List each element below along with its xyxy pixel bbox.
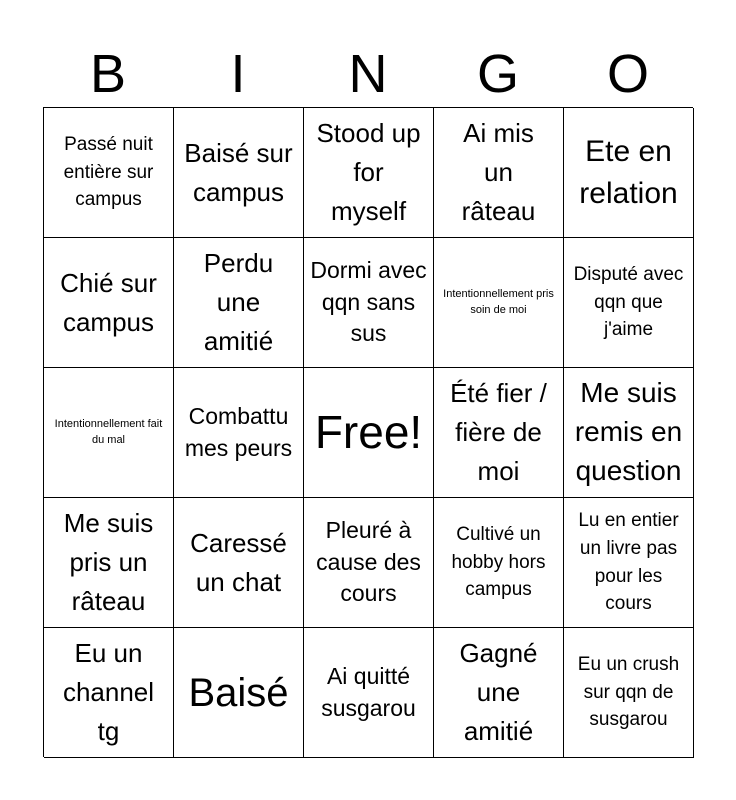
bingo-cell[interactable]: [434, 368, 564, 498]
bingo-cell[interactable]: [564, 108, 694, 238]
cell-label: Ai mis un râteau: [461, 118, 536, 226]
cell-label: Intentionnellement fait du mal: [54, 417, 163, 446]
cell-label: Été fier / fière de moi: [450, 378, 547, 486]
cell-label: Passé nuit entière sur campus: [63, 134, 154, 211]
header-letter-o: O: [606, 44, 649, 104]
bingo-cell[interactable]: [304, 498, 434, 628]
bingo-cell[interactable]: [564, 238, 694, 368]
bingo-cell[interactable]: [434, 498, 564, 628]
bingo-cell[interactable]: [44, 368, 174, 498]
cell-label: Eu un channel tg: [62, 638, 155, 746]
bingo-cell[interactable]: [44, 238, 174, 368]
header-letter-g: G: [476, 44, 519, 104]
bingo-cell[interactable]: [434, 108, 564, 238]
cell-label: Baisé: [188, 670, 289, 715]
cell-label: Cultivé un hobby hors campus: [451, 524, 546, 601]
cell-label: Disputé avec qqn que j'aime: [573, 264, 684, 341]
cell-label: Lu en entier un livre pas pour les cours: [578, 510, 679, 615]
bingo-cell[interactable]: [564, 498, 694, 628]
header-letter-b: B: [89, 44, 127, 104]
cell-label: Baisé sur campus: [184, 137, 293, 207]
bingo-grid: [43, 107, 693, 757]
bingo-cell[interactable]: [174, 628, 304, 758]
bingo-cell[interactable]: [44, 108, 174, 238]
cell-label: Perdu une amitié: [203, 248, 274, 356]
bingo-cell[interactable]: [434, 238, 564, 368]
free-space-cell[interactable]: [304, 368, 434, 498]
cell-label: Eu un crush sur qqn de susgarou: [577, 654, 680, 731]
bingo-cell[interactable]: [304, 628, 434, 758]
header-letter-n: N: [348, 44, 388, 104]
bingo-cell[interactable]: [434, 628, 564, 758]
cell-label: Combattu mes peurs: [184, 403, 293, 461]
cell-label: Chié sur campus: [60, 267, 157, 337]
header-letter-i: I: [230, 44, 246, 104]
bingo-cell[interactable]: [174, 238, 304, 368]
cell-label: Caressé un chat: [190, 527, 287, 597]
free-space-label: Free!: [314, 405, 423, 458]
cell-label: Me suis pris un râteau: [63, 508, 154, 616]
bingo-cell[interactable]: [44, 628, 174, 758]
cell-label: Stood up for myself: [316, 118, 421, 226]
bingo-cell[interactable]: [174, 498, 304, 628]
bingo-cell[interactable]: [564, 368, 694, 498]
bingo-cell[interactable]: [304, 108, 434, 238]
bingo-cell[interactable]: [174, 108, 304, 238]
cell-label: Ai quitté susgarou: [321, 663, 416, 721]
bingo-cell[interactable]: [44, 498, 174, 628]
cell-label: Dormi avec qqn sans sus: [310, 257, 427, 347]
cell-label: Pleuré à cause des cours: [316, 517, 421, 607]
cell-label: Gagné une amitié: [459, 638, 538, 746]
bingo-cell[interactable]: [564, 628, 694, 758]
bingo-cell[interactable]: [174, 368, 304, 498]
cell-label: Me suis remis en question: [574, 377, 683, 486]
bingo-header: [43, 40, 693, 108]
bingo-cell[interactable]: [304, 238, 434, 368]
cell-label: Ete en relation: [579, 135, 678, 210]
cell-label: Intentionnellement pris soin de moi: [443, 287, 554, 316]
